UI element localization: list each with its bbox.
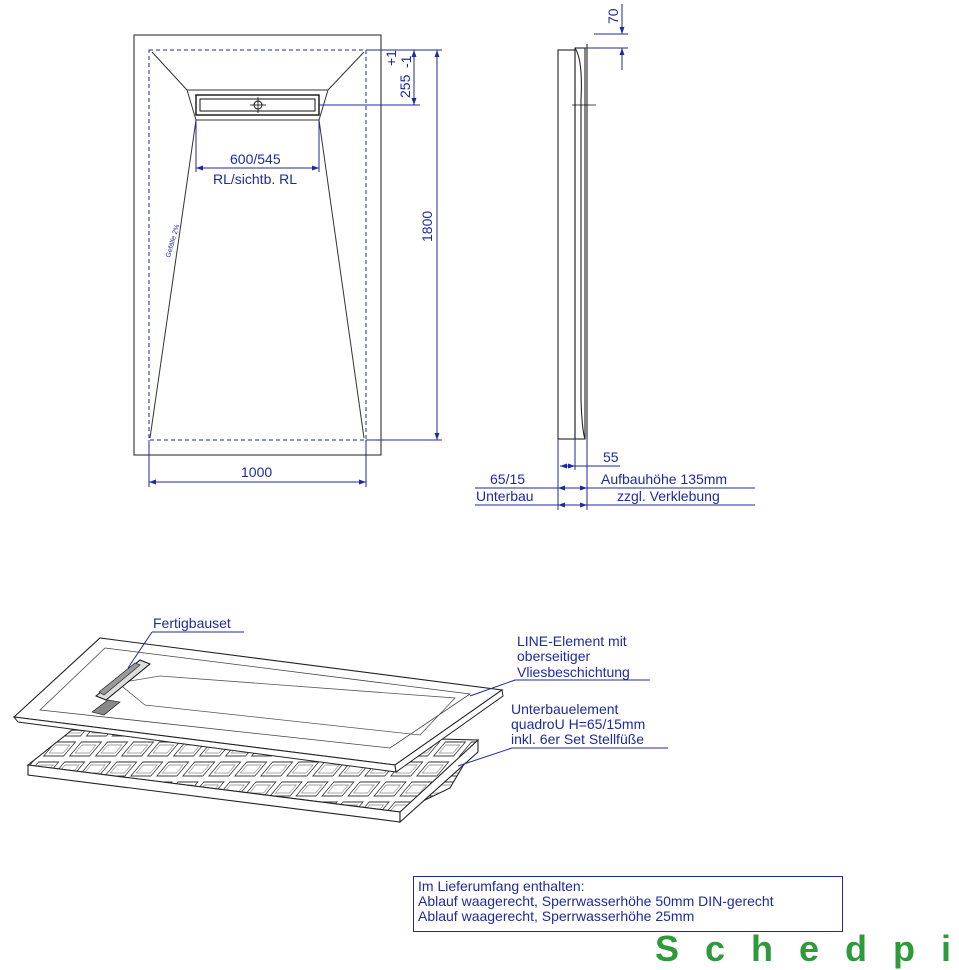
scope-line-2: Ablauf waagerecht, Sperrwasserhöhe 25mm (418, 908, 695, 924)
set-label: Fertigbauset (153, 615, 231, 631)
dim-55-label: 55 (603, 449, 619, 465)
scope-heading: Im Lieferumfang enthalten: (418, 878, 585, 894)
sub-height-label: 65/15 (490, 471, 526, 487)
brand-logo-fragment: S c h e d p i (655, 928, 959, 969)
length-label: 1800 (419, 210, 435, 242)
slope-label: Gefälle 2% (165, 223, 182, 259)
top-view (134, 35, 442, 487)
line-element-label-2: oberseitiger (517, 648, 591, 664)
base-element-label-1: Unterbauelement (511, 701, 619, 717)
build-note-label: zzgl. Verklebung (617, 488, 720, 504)
scope-line-1: Ablauf waagerecht, Sperrwasserhöhe 50mm DIN-gerecht (418, 893, 774, 909)
line-element-label-1: LINE-Element mit (517, 633, 627, 649)
iso-view (14, 615, 668, 822)
channel-length-label: 600/545 (230, 151, 281, 167)
width-label: 1000 (241, 464, 273, 480)
side-view (475, 4, 755, 510)
top-dim-label: 70 (605, 8, 621, 24)
tolerance-minus: -1 (398, 55, 414, 68)
base-element-label-3: inkl. 6er Set Stellfüße (511, 731, 645, 747)
line-element-label-3: Vliesbeschichtung (517, 664, 630, 680)
drain-offset-label: 255 (397, 74, 413, 98)
tolerance-plus: +1 (383, 50, 399, 66)
scope-of-delivery-box (413, 876, 843, 932)
build-height-label: Aufbauhöhe 135mm (601, 471, 728, 487)
sub-label: Unterbau (476, 488, 534, 504)
base-element-label-2: quadroU H=65/15mm (511, 716, 646, 732)
channel-type-label: RL/sichtb. RL (213, 171, 298, 187)
